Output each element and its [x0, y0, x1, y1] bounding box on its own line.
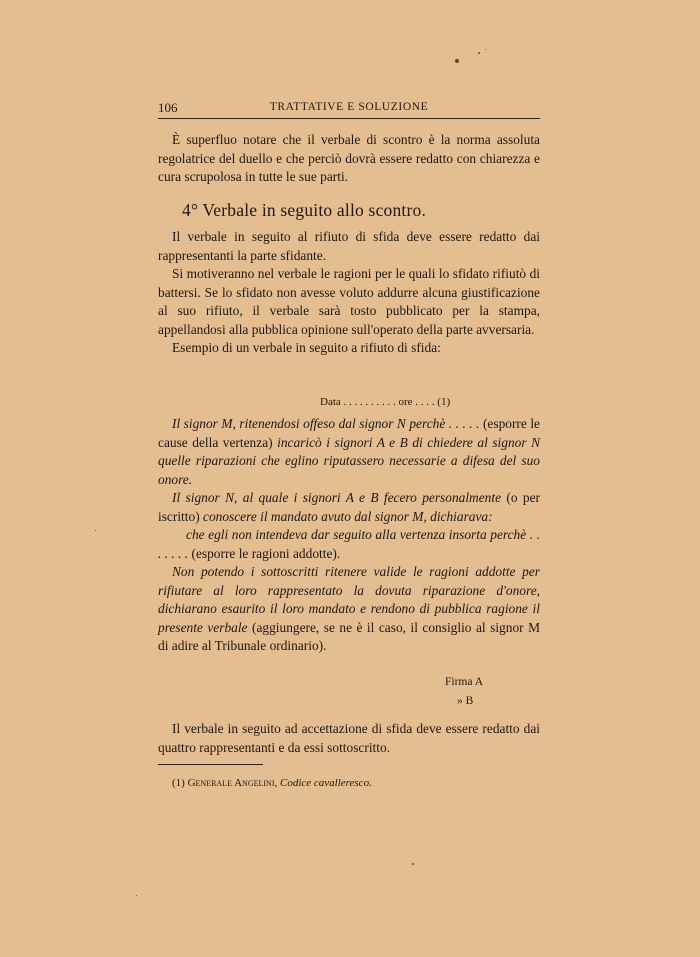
- data-line: Data . . . . . . . . . . ore . . . . (1): [320, 396, 451, 408]
- page-header: [158, 100, 540, 119]
- signature-line-b: » B: [457, 695, 474, 707]
- example-paragraph-3: che egli non intendeva dar seguito alla vertenza insorta perchè . . . . . . . (esporre le ragioni addotte).: [158, 527, 540, 561]
- closing-block: [158, 720, 540, 757]
- example-paragraph-2: Il signor N, al quale i signori A e B fecero personalmente (o per iscritto) conoscere il mandato avuto dal signor M, dichiarava:: [158, 490, 540, 524]
- page-number: 106: [158, 100, 178, 115]
- running-title: TRATTATIVE E SOLUZIONE: [269, 101, 429, 113]
- print-speck: [136, 895, 137, 896]
- intro-paragraph: È superfluo notare che il verbale di scontro è la norma assoluta regolatrice del duello e che perciò dovrà essere redatto con chiarezza e cura scrupolosa in tutte le sue parti.: [158, 132, 540, 184]
- footnote-marker: (1): [172, 777, 185, 789]
- footnote-title: Codice cavalleresco.: [279, 777, 372, 789]
- example-paragraph-1: Il signor M, ritenendosi offeso dal signor N perchè . . . . . (esporre le cause della vertenza) incaricò i signori A e B di chiedere al signor N quelle riparazioni che eglino riputassero necessarie a difesa del suo onore.: [158, 416, 540, 487]
- example-paragraph-4: Non potendo i sottoscritti ritenere valide le ragioni addotte per rifiutare al loro rappresentato la dovuta riparazione d'onore, dichiarano esaurito il loro mandato e rendono di pubblica ragione il presente verbale (aggiungere, se ne è il caso, il consiglio al signor M di adire al Tribunale ordinario).: [158, 564, 540, 653]
- closing-paragraph: Il verbale in seguito ad accettazione di sfida deve essere redatto dai quattro rappresentanti e da essi sottoscritto.: [158, 721, 540, 755]
- example-verbale: [158, 415, 540, 656]
- footnote: [172, 777, 372, 789]
- print-speck: [412, 863, 414, 865]
- body-paragraph: Si motiveranno nel verbale le ragioni per le quali lo sfidato rifiutò di battersi. Se lo sfidato non avesse voluto addurre alcuna giustificazione al suo rifiuto, il verbale sarà tosto pubblicato per la stampa, appellandosi alla pubblica opinione sull'operato della parte avversaria.: [158, 266, 540, 337]
- footnote-rule: [158, 764, 263, 765]
- signature-line-a: Firma A: [445, 676, 484, 688]
- section-title: 4° Verbale in seguito allo scontro.: [182, 200, 427, 220]
- body-text: [158, 228, 540, 358]
- footnote-author: Generale Angelini,: [187, 777, 278, 789]
- print-speck: [478, 52, 480, 54]
- print-speck: [95, 530, 96, 531]
- print-speck: [485, 49, 486, 50]
- body-paragraph: Esempio di un verbale in seguito a rifiuto di sfida:: [172, 340, 441, 355]
- intro-paragraph-block: [158, 131, 540, 187]
- print-speck: [455, 59, 459, 63]
- body-paragraph: Il verbale in seguito al rifiuto di sfida deve essere redatto dai rappresentanti la parte sfidante.: [158, 229, 540, 263]
